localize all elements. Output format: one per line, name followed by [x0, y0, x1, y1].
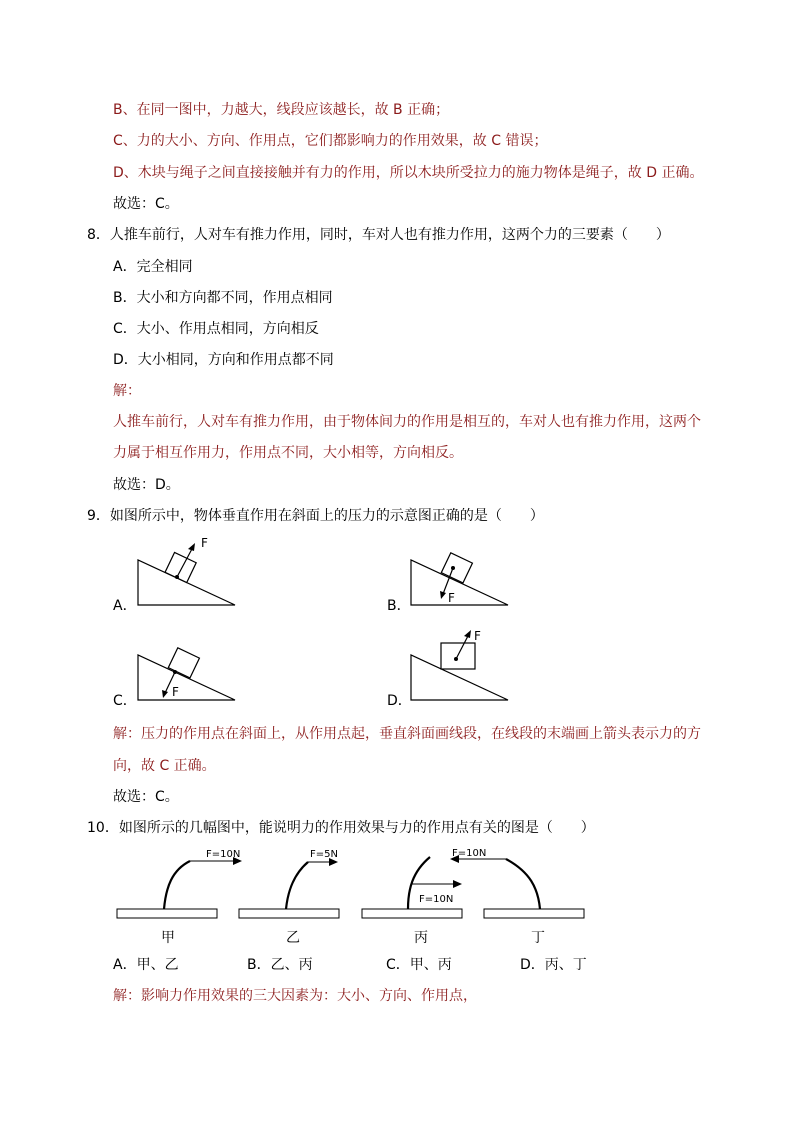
q9-d-force-label: F	[474, 629, 481, 643]
q9-figure-c	[135, 643, 240, 705]
q10-bing-force: F=10N	[419, 894, 454, 905]
q8-answer: 故选：D。	[113, 477, 180, 493]
q8-option-a: A．完全相同	[113, 259, 193, 275]
q10-caption-ding: 丁	[531, 930, 545, 946]
q10-caption-yi: 乙	[286, 930, 300, 946]
q7-explain-d: D、木块与绳子之间直接接触并有力的作用，所以木块所受拉力的施力物体是绳子，故 D 正确。	[113, 165, 704, 181]
q7-explain-c: C、力的大小、方向、作用点，它们都影响力的作用效果，故 C 错误；	[113, 133, 548, 149]
q9-figure-a	[135, 535, 240, 610]
q9-label-c: C．	[113, 693, 137, 709]
q10-figures	[110, 842, 600, 924]
q10-figure-yi	[239, 849, 339, 918]
q9-solution-line1: 解：压力的作用点在斜面上，从作用点起，垂直斜面画线段，在线段的末端画上箭头表示力的方	[113, 726, 701, 742]
q10-option-b: B．乙、丙	[247, 957, 313, 973]
q9-solution-line2: 向，故 C 正确。	[113, 758, 216, 774]
q10-option-d: D．丙、丁	[520, 957, 587, 973]
q10-figure-ding	[450, 848, 584, 918]
q9-stem: 9．如图所示中，物体垂直作用在斜面上的压力的示意图正确的是（ ）	[87, 508, 544, 524]
q8-option-c: C．大小、作用点相同，方向相反	[113, 321, 319, 337]
q8-option-d: D．大小相同，方向和作用点都不同	[113, 352, 334, 368]
q8-solution-line2: 力属于相互作用力，作用点不同，大小相等，方向相反。	[113, 445, 463, 461]
q10-jia-force: F=10N	[206, 849, 241, 860]
q10-solution-line1: 解：影响力作用效果的三大因素为：大小、方向、作用点，	[113, 988, 477, 1004]
q10-ding-force: F=10N	[452, 848, 487, 859]
q9-figure-b	[408, 548, 513, 610]
q8-option-b: B．大小和方向都不同，作用点相同	[113, 290, 333, 306]
q9-a-force-label: F	[201, 536, 208, 550]
q10-caption-jia: 甲	[161, 930, 175, 946]
q7-answer: 故选：C。	[113, 196, 179, 212]
q9-c-force-label: F	[172, 685, 179, 699]
q8-solution-label: 解：	[113, 383, 141, 399]
q10-figure-jia	[117, 849, 242, 918]
q10-stem: 10．如图所示的几幅图中，能说明力的作用效果与力的作用点有关的图是（ ）	[87, 820, 595, 836]
q8-solution-line1: 人推车前行，人对车有推力作用，由于物体间力的作用是相互的，车对人也有推力作用，这两个	[113, 414, 701, 430]
q9-label-b: B．	[387, 598, 411, 614]
q9-label-d: D．	[387, 693, 412, 709]
q9-figure-d	[408, 626, 513, 705]
q10-caption-bing: 丙	[414, 930, 428, 946]
q10-option-a: A．甲、乙	[113, 957, 179, 973]
q10-figure-bing	[362, 857, 462, 918]
q7-explain-b: B、在同一图中，力越大，线段应该越长，故 B 正确；	[113, 102, 450, 118]
q10-yi-force: F=5N	[310, 849, 338, 860]
q9-b-force-label: F	[448, 591, 455, 605]
q9-label-a: A．	[113, 598, 137, 614]
q10-option-c: C．甲、丙	[386, 957, 452, 973]
q8-stem: 8．人推车前行，人对车有推力作用，同时，车对人也有推力作用，这两个力的三要素（ ）	[87, 227, 670, 243]
q9-answer: 故选：C。	[113, 789, 179, 805]
